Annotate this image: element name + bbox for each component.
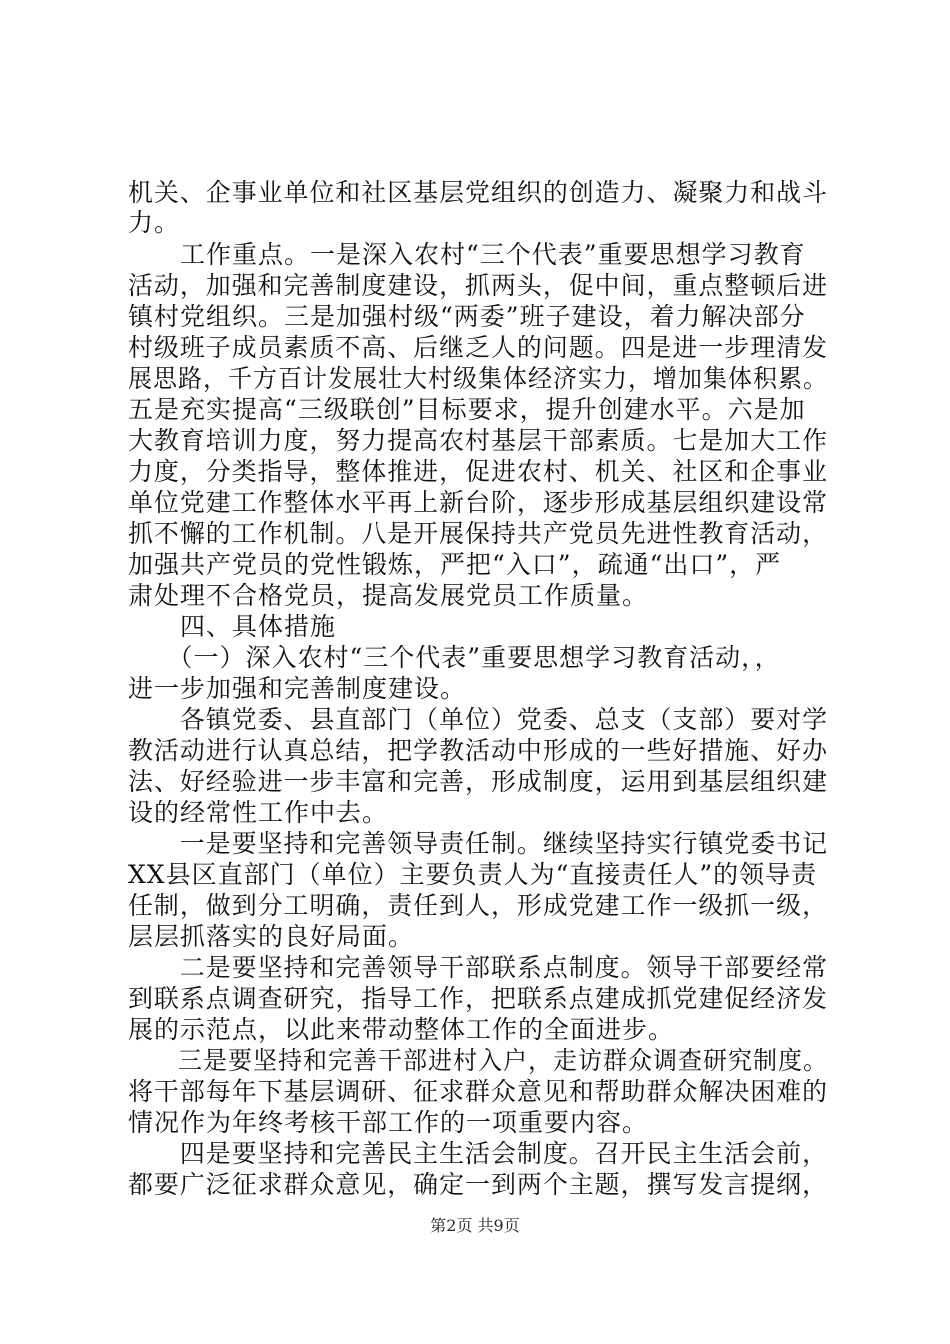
text-line: 力度，分类指导，整体推进，促进农村、机关、社区和企事业 (128, 457, 829, 486)
text-line: 加强共产党员的党性锻炼，严把“入口”，疏通“出口”，严 (128, 550, 782, 579)
text-line: 教活动进行认真总结，把学教活动中形成的一些好措施、好办 (128, 736, 829, 765)
text-line: 三是要坚持和完善干部进村入户，走访群众调查研究制度。 (128, 1046, 829, 1075)
text-line: 层层抓落实的良好局面。 (128, 922, 415, 951)
text-line: 机关、企事业单位和社区基层党组织的创造力、凝聚力和战斗 (128, 178, 829, 207)
text-line: 到联系点调查研究，指导工作，把联系点建成抓党建促经济发 (128, 984, 829, 1013)
text-line: 村级班子成员素质不高、后继乏人的问题。四是进一步理清发 (128, 333, 829, 362)
text-line: （一）深入农村“三个代表”重要思想学习教育活动，， (128, 643, 781, 672)
text-line: 展的示范点，以此来带动整体工作的全面进步。 (128, 1015, 675, 1044)
text-line: 法、好经验进一步丰富和完善，形成制度，运用到基层组织建 (128, 767, 829, 796)
text-line: 都要广泛征求群众意见，确定一到两个主题，撰写发言提纲， (128, 1170, 829, 1199)
text-line: 力。 (128, 208, 181, 237)
text-line: 情况作为年终考核干部工作的一项重要内容。 (128, 1108, 649, 1137)
text-line: 任制，做到分工明确，责任到人，形成党建工作一级抓一级， (128, 891, 829, 920)
text-line: 二是要坚持和完善领导干部联系点制度。领导干部要经常 (128, 953, 829, 982)
text-line: 各镇党委、县直部门（单位）党委、总支（支部）要对学 (128, 705, 829, 734)
text-line: 肃处理不合格党员，提高发展党员工作质量。 (128, 581, 649, 610)
text-line: 镇村党组织。三是加强村级“两委”班子建设，着力解决部分 (128, 302, 806, 331)
text-line: 活动，加强和完善制度建设，抓两头，促中间，重点整顿后进 (128, 271, 829, 300)
text-line: 单位党建工作整体水平再上新台阶，逐步形成基层组织建设常 (128, 488, 829, 517)
text-line: 设的经常性工作中去。 (128, 798, 389, 827)
text-line: 大教育培训力度，努力提高农村基层干部素质。七是加大工作 (128, 426, 829, 455)
text-line: 工作重点。一是深入农村“三个代表”重要思想学习教育 (128, 240, 806, 269)
text-line: 将干部每年下基层调研、征求群众意见和帮助群众解决困难的 (128, 1077, 829, 1106)
text-line: 四是要坚持和完善民主生活会制度。召开民主生活会前， (128, 1139, 829, 1168)
text-line: XX县区直部门（单位）主要负责人为“直接责任人”的领导责 (128, 860, 818, 889)
section-heading: 四、具体措施 (128, 612, 337, 641)
page-footer: 第2页 共9页 (430, 1216, 520, 1235)
text-line: 展思路，千方百计发展壮大村级集体经济实力，增加集体积累。 (128, 364, 829, 393)
text-line: 进一步加强和完善制度建设。 (128, 674, 467, 703)
text-line: 一是要坚持和完善领导责任制。继续坚持实行镇党委书记 (128, 829, 829, 858)
text-line: 抓不懈的工作机制。八是开展保持共产党员先进性教育活动， (128, 519, 829, 548)
text-line: 五是充实提高“三级联创”目标要求，提升创建水平。六是加 (128, 395, 806, 424)
